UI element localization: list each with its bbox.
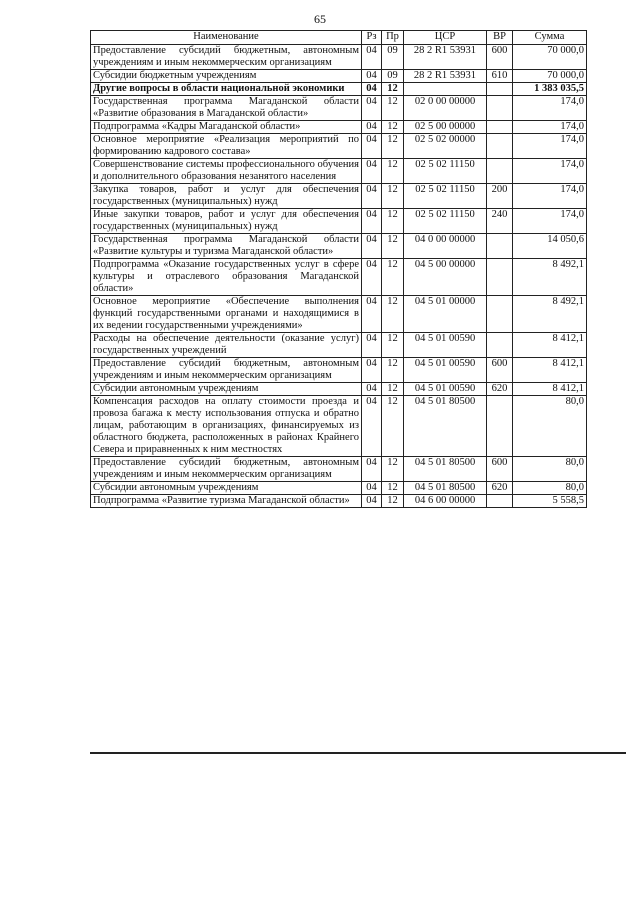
cell-csr — [404, 83, 487, 96]
column-header-csr: ЦСР — [404, 31, 487, 45]
cell-pr: 12 — [382, 396, 404, 457]
cell-vr — [487, 396, 513, 457]
cell-vr — [487, 296, 513, 333]
cell-pr: 09 — [382, 70, 404, 83]
cell-rz: 04 — [362, 121, 382, 134]
table-row — [91, 96, 587, 121]
cell-csr: 04 5 01 80500 — [404, 457, 487, 482]
table-row — [91, 495, 587, 508]
cell-vr — [487, 495, 513, 508]
cell-sum: 174,0 — [513, 159, 587, 184]
table-row — [91, 396, 587, 457]
budget-table — [90, 30, 587, 508]
cell-name: Совершенствование системы профессионального обучения и дополнительного образования незанятого населения — [91, 159, 362, 184]
cell-rz: 04 — [362, 259, 382, 296]
cell-pr: 12 — [382, 134, 404, 159]
table-row — [91, 159, 587, 184]
cell-rz: 04 — [362, 383, 382, 396]
cell-vr: 620 — [487, 482, 513, 495]
cell-name: Предоставление субсидий бюджетным, автономным учреждениям и иным некоммерческим организациям — [91, 457, 362, 482]
cell-rz: 04 — [362, 482, 382, 495]
cell-name: Субсидии автономным учреждениям — [91, 482, 362, 495]
cell-sum: 8 492,1 — [513, 259, 587, 296]
table-row — [91, 184, 587, 209]
cell-pr: 12 — [382, 159, 404, 184]
cell-csr: 02 5 02 11150 — [404, 184, 487, 209]
cell-rz: 04 — [362, 70, 382, 83]
cell-name: Государственная программа Магаданской области «Развитие культуры и туризма Магаданской области» — [91, 234, 362, 259]
cell-name: Подпрограмма «Развитие туризма Магаданской области» — [91, 495, 362, 508]
cell-name: Основное мероприятие «Обеспечение выполнения функций государственными органами и находящимися в их ведении государственными учреждениями» — [91, 296, 362, 333]
cell-rz: 04 — [362, 358, 382, 383]
cell-csr: 04 5 01 00000 — [404, 296, 487, 333]
table-row — [91, 121, 587, 134]
cell-sum: 80,0 — [513, 457, 587, 482]
cell-rz: 04 — [362, 396, 382, 457]
cell-rz: 04 — [362, 159, 382, 184]
cell-name: Закупка товаров, работ и услуг для обеспечения государственных (муниципальных) нужд — [91, 184, 362, 209]
table-header-row — [91, 31, 587, 45]
cell-sum: 8 412,1 — [513, 383, 587, 396]
cell-sum: 174,0 — [513, 96, 587, 121]
cell-vr: 600 — [487, 457, 513, 482]
cell-name: Субсидии бюджетным учреждениям — [91, 70, 362, 83]
table-row — [91, 296, 587, 333]
table-body — [91, 45, 587, 508]
cell-csr: 04 0 00 00000 — [404, 234, 487, 259]
cell-vr — [487, 96, 513, 121]
cell-vr: 610 — [487, 70, 513, 83]
table-row — [91, 482, 587, 495]
cell-rz: 04 — [362, 209, 382, 234]
cell-sum: 80,0 — [513, 482, 587, 495]
cell-pr: 12 — [382, 234, 404, 259]
cell-vr — [487, 333, 513, 358]
cell-csr: 04 5 01 00590 — [404, 333, 487, 358]
cell-csr: 02 5 02 11150 — [404, 209, 487, 234]
cell-sum: 70 000,0 — [513, 45, 587, 70]
cell-vr — [487, 134, 513, 159]
cell-name: Подпрограмма «Оказание государственных услуг в сфере культуры и отраслевого образования Магаданской области» — [91, 259, 362, 296]
cell-name: Подпрограмма «Кадры Магаданской области» — [91, 121, 362, 134]
cell-sum: 174,0 — [513, 209, 587, 234]
cell-name: Иные закупки товаров, работ и услуг для обеспечения государственных (муниципальных) нужд — [91, 209, 362, 234]
cell-name: Предоставление субсидий бюджетным, автономным учреждениям и иным некоммерческим организациям — [91, 45, 362, 70]
cell-pr: 12 — [382, 121, 404, 134]
cell-vr — [487, 259, 513, 296]
cell-pr: 12 — [382, 296, 404, 333]
column-header-vr: ВР — [487, 31, 513, 45]
cell-csr: 02 5 02 11150 — [404, 159, 487, 184]
cell-rz: 04 — [362, 457, 382, 482]
cell-csr: 04 5 01 80500 — [404, 396, 487, 457]
cell-csr: 04 6 00 00000 — [404, 495, 487, 508]
cell-sum: 1 383 035,5 — [513, 83, 587, 96]
table-row — [91, 259, 587, 296]
cell-vr: 600 — [487, 45, 513, 70]
cell-csr: 02 0 00 00000 — [404, 96, 487, 121]
cell-vr — [487, 159, 513, 184]
cell-sum: 8 412,1 — [513, 333, 587, 358]
column-header-pr: Пр — [382, 31, 404, 45]
cell-rz: 04 — [362, 234, 382, 259]
cell-vr: 620 — [487, 383, 513, 396]
cell-vr — [487, 121, 513, 134]
cell-csr: 04 5 00 00000 — [404, 259, 487, 296]
cell-sum: 174,0 — [513, 121, 587, 134]
cell-csr: 04 5 01 80500 — [404, 482, 487, 495]
cell-name: Государственная программа Магаданской области «Развитие образования в Магаданской области» — [91, 96, 362, 121]
cell-pr: 12 — [382, 358, 404, 383]
table-row — [91, 358, 587, 383]
cell-csr: 02 5 00 00000 — [404, 121, 487, 134]
table-row — [91, 70, 587, 83]
cell-pr: 12 — [382, 383, 404, 396]
cell-name: Предоставление субсидий бюджетным, автономным учреждениям и иным некоммерческим организациям — [91, 358, 362, 383]
cell-csr: 04 5 01 00590 — [404, 383, 487, 396]
cell-rz: 04 — [362, 296, 382, 333]
footer-divider — [90, 752, 626, 754]
cell-pr: 09 — [382, 45, 404, 70]
cell-vr: 600 — [487, 358, 513, 383]
cell-sum: 174,0 — [513, 134, 587, 159]
table-row — [91, 45, 587, 70]
cell-sum: 14 050,6 — [513, 234, 587, 259]
table-row — [91, 234, 587, 259]
cell-sum: 8 492,1 — [513, 296, 587, 333]
table-row — [91, 333, 587, 358]
table-row — [91, 209, 587, 234]
cell-rz: 04 — [362, 83, 382, 96]
cell-rz: 04 — [362, 45, 382, 70]
cell-sum: 8 412,1 — [513, 358, 587, 383]
cell-vr: 200 — [487, 184, 513, 209]
cell-csr: 28 2 R1 53931 — [404, 70, 487, 83]
cell-rz: 04 — [362, 184, 382, 209]
cell-name: Субсидии автономным учреждениям — [91, 383, 362, 396]
cell-csr: 04 5 01 00590 — [404, 358, 487, 383]
cell-csr: 02 5 02 00000 — [404, 134, 487, 159]
cell-csr: 28 2 R1 53931 — [404, 45, 487, 70]
cell-sum: 174,0 — [513, 184, 587, 209]
cell-name: Компенсация расходов на оплату стоимости проезда и провоза багажа к месту использования отпуска и обратно лицам, работающим в организациях, финансируемых из областного бюджета, расположенных в районах Крайнего Севера и приравненных к ним местностях — [91, 396, 362, 457]
cell-sum: 5 558,5 — [513, 495, 587, 508]
table-row — [91, 83, 587, 96]
cell-rz: 04 — [362, 134, 382, 159]
cell-pr: 12 — [382, 457, 404, 482]
column-header-sum: Сумма — [513, 31, 587, 45]
table-row — [91, 134, 587, 159]
cell-vr — [487, 83, 513, 96]
cell-rz: 04 — [362, 96, 382, 121]
cell-pr: 12 — [382, 209, 404, 234]
cell-vr — [487, 234, 513, 259]
cell-name: Расходы на обеспечение деятельности (оказание услуг) государственных учреждений — [91, 333, 362, 358]
cell-pr: 12 — [382, 259, 404, 296]
cell-pr: 12 — [382, 482, 404, 495]
cell-name: Другие вопросы в области национальной экономики — [91, 83, 362, 96]
cell-name: Основное мероприятие «Реализация мероприятий по формированию кадрового состава» — [91, 134, 362, 159]
column-header-rz: Рз — [362, 31, 382, 45]
cell-pr: 12 — [382, 83, 404, 96]
cell-rz: 04 — [362, 495, 382, 508]
table-row — [91, 383, 587, 396]
cell-sum: 80,0 — [513, 396, 587, 457]
cell-pr: 12 — [382, 333, 404, 358]
page-number: 65 — [314, 12, 326, 26]
cell-pr: 12 — [382, 184, 404, 209]
table-row — [91, 457, 587, 482]
cell-sum: 70 000,0 — [513, 70, 587, 83]
cell-rz: 04 — [362, 333, 382, 358]
cell-pr: 12 — [382, 96, 404, 121]
column-header-name: Наименование — [91, 31, 362, 45]
cell-vr: 240 — [487, 209, 513, 234]
cell-pr: 12 — [382, 495, 404, 508]
